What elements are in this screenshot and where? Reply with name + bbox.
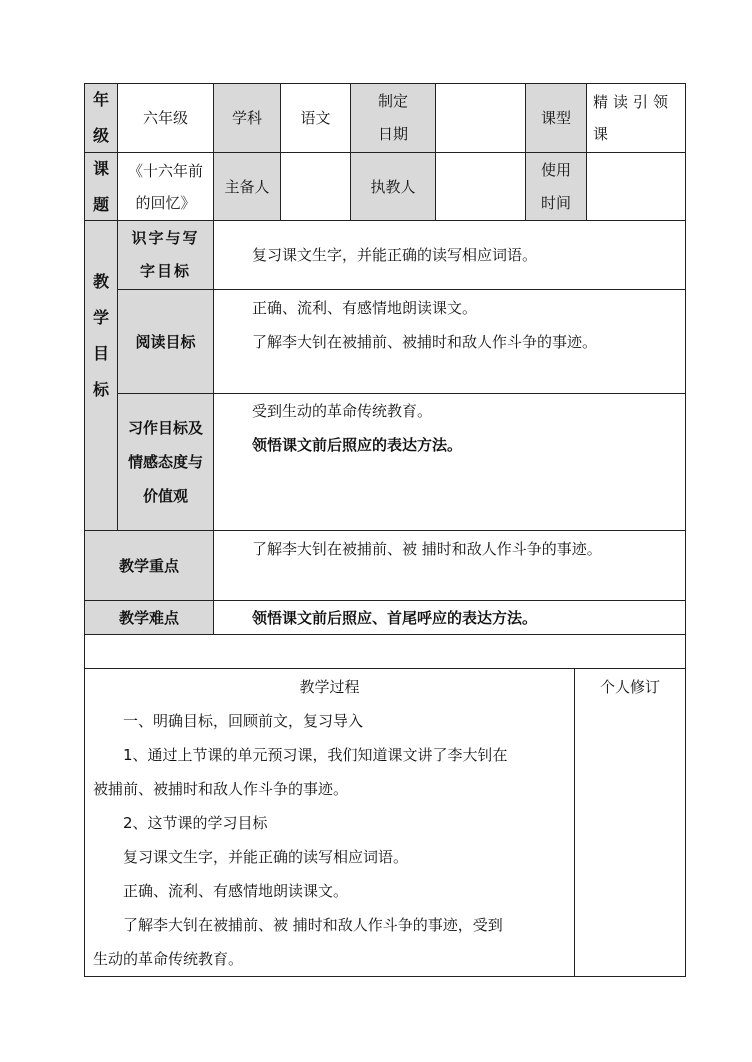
- process-line-2: 1、通过上节课的单元预习课，我们知道课文讲了李大钊在: [123, 746, 508, 764]
- date-value-cell: [435, 83, 526, 153]
- reading-line-1: 正确、流利、有感情地朗读课文。: [252, 299, 478, 317]
- time-label-cell: [525, 152, 587, 221]
- process-line-7: 了解李大钊在被捕前、被 捕时和敌人作斗争的事迹，受到: [123, 916, 503, 934]
- time-label: 使用时间: [540, 160, 571, 212]
- reading-text-cell: [213, 289, 686, 394]
- date-label-cell: [350, 83, 436, 153]
- key-point-label-cell: [84, 530, 214, 601]
- teacher-label: 执教人: [370, 177, 416, 196]
- process-line-8: 生动的革命传统教育。: [93, 950, 244, 968]
- process-cell: [84, 668, 575, 977]
- spacer-row: [84, 634, 686, 669]
- teacher-value-cell: [435, 152, 526, 221]
- difficult-point-text: 领悟课文前后照应、首尾呼应的表达方法。: [252, 608, 538, 627]
- literacy-label-cell: [117, 220, 214, 290]
- key-point-text: 了解李大钊在被捕前、被 捕时和敌人作斗争的事迹。: [252, 540, 602, 558]
- type-label-cell: [525, 83, 587, 153]
- topic-value-cell: [117, 152, 214, 221]
- subject-value-cell: [280, 83, 351, 153]
- preparer-value-cell: [280, 152, 351, 221]
- writing-label: 习作目标及情感态度与价值观: [128, 419, 204, 505]
- process-title: 教学过程: [299, 678, 360, 696]
- goals-label-cell: [84, 220, 118, 531]
- grade-label: 年级: [92, 90, 109, 145]
- reading-label-cell: [117, 289, 214, 394]
- process-line-6: 正确、流利、有感情地朗读课文。: [123, 882, 349, 900]
- type-value: 精读引领课: [593, 93, 674, 143]
- key-point-label: 教学重点: [118, 556, 179, 575]
- difficult-point-label: 教学难点: [118, 608, 179, 627]
- writing-line-2: 领悟课文前后照应的表达方法。: [252, 436, 463, 454]
- type-value-cell: [586, 83, 686, 153]
- grade-value: 六年级: [142, 109, 188, 127]
- process-line-3: 被捕前、被捕时和敌人作斗争的事迹。: [93, 780, 349, 798]
- revision-label: 个人修订: [599, 678, 660, 696]
- reading-label: 阅读目标: [135, 332, 196, 351]
- topic-value: 《十六年前的回忆》: [127, 161, 203, 212]
- subject-value: 语文: [300, 109, 331, 127]
- literacy-text-cell: [213, 220, 686, 290]
- topic-label-cell: [84, 152, 118, 221]
- difficult-point-label-cell: [84, 600, 214, 635]
- writing-line-1: 受到生动的革命传统教育。: [252, 402, 433, 420]
- difficult-point-text-cell: [213, 600, 686, 635]
- writing-label-cell: [117, 393, 214, 531]
- literacy-text: 复习课文生字，并能正确的读写相应词语。: [252, 246, 538, 264]
- revision-cell: [574, 668, 686, 977]
- subject-label-cell: [213, 83, 281, 153]
- goals-label: 教学目标: [92, 271, 109, 399]
- preparer-label-cell: [213, 152, 281, 221]
- topic-label: 课题: [92, 158, 109, 214]
- writing-text-cell: [213, 393, 686, 531]
- grade-label-cell: [84, 83, 118, 153]
- process-line-1: 一、明确目标，回顾前文，复习导入: [123, 712, 364, 730]
- process-line-5: 复习课文生字，并能正确的读写相应词语。: [123, 848, 409, 866]
- grade-value-cell: [117, 83, 214, 153]
- date-label: 制定日期: [377, 92, 408, 143]
- literacy-label: 识字与写字目标: [131, 229, 200, 280]
- subject-label: 学科: [231, 109, 262, 127]
- process-line-4: 2、这节课的学习目标: [123, 814, 268, 832]
- reading-line-2: 了解李大钊在被捕前、被捕时和敌人作斗争的事迹。: [252, 333, 598, 351]
- key-point-text-cell: [213, 530, 686, 601]
- time-value-cell: [586, 152, 686, 221]
- teacher-label-cell: [350, 152, 436, 221]
- preparer-label: 主备人: [224, 177, 270, 196]
- type-label: 课型: [540, 109, 571, 127]
